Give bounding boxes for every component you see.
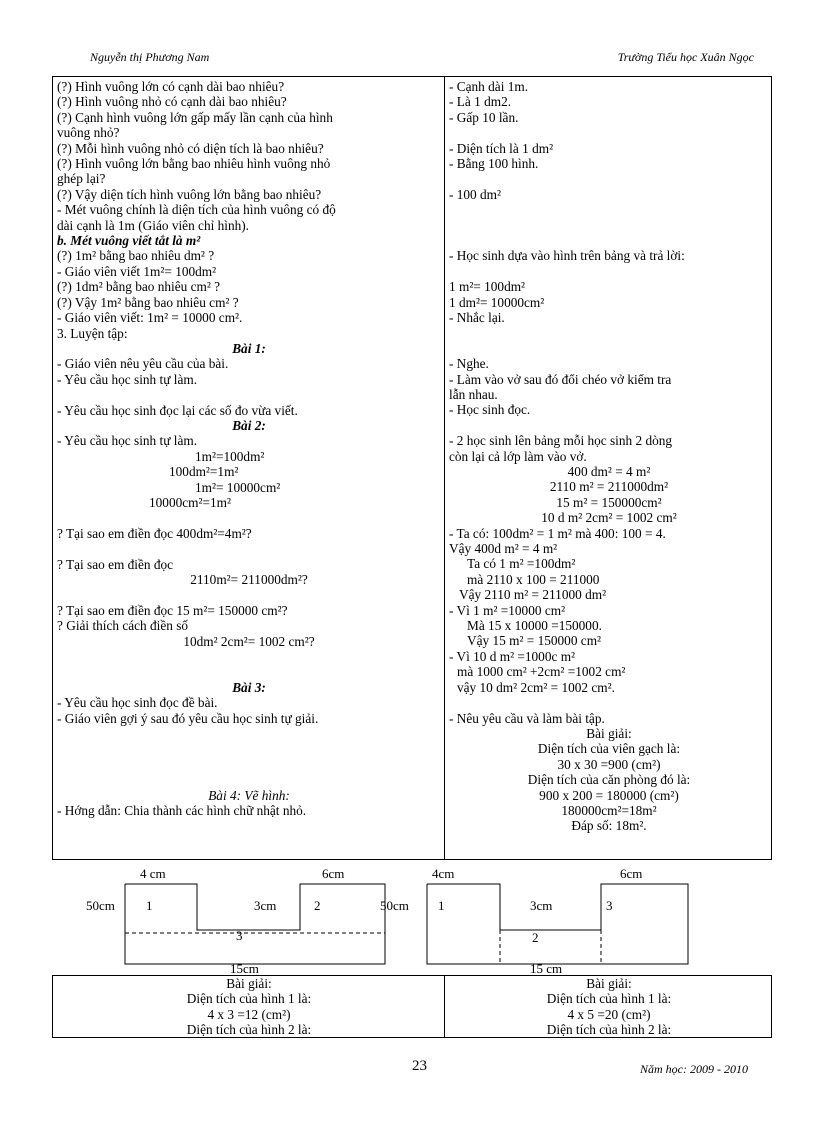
text-line: 10000cm²=1m² bbox=[149, 494, 231, 510]
text-line bbox=[449, 695, 769, 710]
fig-left-top-b: 6cm bbox=[322, 866, 345, 881]
text-line: 2110 m² = 211000dm² bbox=[549, 479, 669, 495]
text-line: Đáp số: 18m². bbox=[571, 818, 647, 834]
fig-right-n1: 1 bbox=[438, 898, 445, 913]
fig-left-side: 50cm bbox=[86, 898, 115, 913]
text-line bbox=[449, 233, 769, 248]
text-line: b. Mét vuông viết tắt là m² bbox=[57, 233, 201, 249]
text-line: lẫn nhau. bbox=[449, 387, 498, 402]
text-line: (?) Vậy 1m² bằng bao nhiêu cm² ? bbox=[57, 294, 239, 310]
text-line: 1m²=100dm² bbox=[195, 448, 265, 464]
text-line: - Học sinh đọc. bbox=[449, 402, 531, 418]
header-school: Trường Tiểu học Xuân Ngọc bbox=[617, 50, 754, 64]
footer-year: Năm học: 2009 - 2010 bbox=[640, 1062, 748, 1076]
text-line: - Là 1 dm2. bbox=[449, 94, 512, 110]
text-line: (?) Cạnh hình vuông lớn gấp mấy lần cạnh của hình bbox=[57, 109, 333, 125]
page-number: 23 bbox=[412, 1058, 427, 1074]
text-line: ghép lại? bbox=[57, 171, 106, 187]
fig-left-n1: 1 bbox=[146, 898, 153, 913]
text-line: vậy 10 dm² 2cm² = 1002 cm². bbox=[457, 679, 615, 695]
fig-left-n3: 3 bbox=[236, 928, 243, 943]
text-line: - Vì 1 m² =10000 cm² bbox=[449, 602, 566, 618]
text-line: 30 x 30 =900 (cm²) bbox=[557, 756, 661, 772]
text-line: - Yêu cầu học sinh tự làm. bbox=[57, 371, 198, 387]
text-line: Diện tích của hình 2 là: bbox=[186, 1022, 312, 1038]
text-line bbox=[57, 587, 441, 602]
text-line: 10 d m² 2cm² = 1002 cm² bbox=[541, 510, 677, 526]
text-line: (?) Hình vuông lớn bằng bao nhiêu hình vuông nhỏ bbox=[57, 156, 331, 172]
text-line bbox=[57, 541, 441, 556]
text-line: ? Tại sao em điền đọc bbox=[57, 556, 174, 572]
text-line: (?) Mỗi hình vuông nhỏ có diện tích là bao nhiêu? bbox=[57, 140, 324, 156]
text-line: mà 2110 x 100 = 211000 bbox=[467, 571, 600, 587]
text-line: Bài 4: Vẽ hình: bbox=[208, 787, 290, 803]
text-line: Bài 2: bbox=[232, 417, 266, 433]
text-line: 4 x 3 =12 (cm²) bbox=[207, 1006, 291, 1022]
text-line bbox=[449, 202, 769, 217]
text-line: - Giáo viên viết 1m²= 100dm² bbox=[57, 263, 217, 279]
text-line: - Bằng 100 hình. bbox=[449, 156, 539, 172]
text-line: - Làm vào vở sau đó đổi chéo vở kiểm tra bbox=[449, 371, 672, 387]
text-line: - Hớng dẫn: Chia thành các hình chữ nhật nhỏ. bbox=[57, 802, 307, 818]
fig-right-bottom: 15 cm bbox=[530, 961, 563, 976]
fig-left-top-a: 4 cm bbox=[140, 866, 166, 881]
text-line: - Cạnh dài 1m. bbox=[449, 79, 529, 94]
text-line bbox=[57, 664, 441, 679]
column-divider bbox=[444, 976, 445, 1037]
text-line: Diện tích của hình 1 là: bbox=[186, 991, 312, 1007]
text-line bbox=[449, 125, 769, 140]
text-line: 2110m²= 211000dm²? bbox=[190, 571, 308, 587]
text-line: - Ta có: 100dm² = 1 m² mà 400: 100 = 4. bbox=[449, 525, 666, 541]
text-line bbox=[449, 264, 769, 279]
area-figures bbox=[52, 860, 772, 975]
text-line: - Nghe. bbox=[449, 356, 489, 372]
text-line: Diện tích của căn phòng đó là: bbox=[527, 772, 691, 788]
text-line: - Diện tích là 1 dm² bbox=[449, 140, 554, 156]
text-line bbox=[449, 341, 769, 356]
teacher-column bbox=[57, 79, 441, 818]
text-line bbox=[57, 726, 441, 741]
text-line: 1 m²= 100dm² bbox=[449, 279, 526, 295]
text-line: Vậy 400d m² = 4 m² bbox=[449, 541, 558, 557]
text-line bbox=[449, 218, 769, 233]
text-line bbox=[57, 772, 441, 787]
text-line: - Nhắc lại. bbox=[449, 310, 505, 325]
fig-right-mid: 3cm bbox=[530, 898, 553, 913]
text-line: - Yêu cầu học sinh đọc đề bài. bbox=[57, 695, 218, 711]
text-line: 4 x 5 =20 (cm²) bbox=[567, 1006, 651, 1022]
text-line: 3. Luyện tập: bbox=[57, 325, 128, 341]
text-line: vuông nhỏ? bbox=[57, 125, 120, 141]
fig-right-top-a: 4cm bbox=[432, 866, 455, 881]
fig-right-n3: 3 bbox=[606, 898, 613, 913]
text-line bbox=[449, 418, 769, 433]
text-line: 1 dm²= 10000cm² bbox=[449, 294, 545, 310]
fig-right-side: 50cm bbox=[380, 898, 409, 913]
text-line: mà 1000 cm² +2cm² =1002 cm² bbox=[457, 664, 626, 680]
fig-left-bottom: 15cm bbox=[230, 961, 259, 976]
fig-left-n2: 2 bbox=[314, 898, 321, 913]
text-line: 15 m² = 150000cm² bbox=[556, 494, 662, 510]
text-line: Ta có 1 m² =100dm² bbox=[467, 556, 576, 572]
text-line: 900 x 200 = 180000 (cm²) bbox=[539, 787, 679, 803]
text-line: - 100 dm² bbox=[449, 186, 501, 202]
text-line: 400 dm² = 4 m² bbox=[567, 464, 651, 480]
text-line bbox=[57, 757, 441, 772]
solution-table bbox=[52, 975, 772, 1038]
solution-right bbox=[449, 976, 769, 1038]
text-line: (?) 1m² bằng bao nhiêu dm² ? bbox=[57, 248, 215, 264]
text-line: - Mét vuông chính là diện tích của hình vuông có độ bbox=[57, 202, 336, 218]
text-line: Bài 1: bbox=[232, 340, 266, 356]
text-line: Vậy 15 m² = 150000 cm² bbox=[467, 633, 602, 649]
text-line: 1m²= 10000cm² bbox=[195, 479, 281, 495]
text-line: Bài 3: bbox=[232, 679, 266, 695]
text-line: còn lại cả lớp làm vào vở. bbox=[449, 448, 587, 464]
text-line: Bài giải: bbox=[586, 725, 632, 741]
text-line bbox=[449, 171, 769, 186]
text-line: 180000cm²=18m² bbox=[561, 802, 657, 818]
text-line: - Yêu cầu học sinh tự làm. bbox=[57, 433, 198, 449]
text-line: (?) 1dm² bằng bao nhiêu cm² ? bbox=[57, 279, 221, 295]
text-line bbox=[57, 741, 441, 756]
text-line: Diện tích của hình 2 là: bbox=[546, 1022, 672, 1038]
fig-shapes bbox=[52, 860, 772, 975]
text-line: Diện tích của viên gạch là: bbox=[537, 741, 681, 757]
text-line bbox=[449, 325, 769, 340]
solution-left bbox=[57, 976, 441, 1038]
text-line: ? Giải thích cách điền số bbox=[57, 618, 189, 634]
text-line: Mà 15 x 10000 =150000. bbox=[467, 618, 602, 634]
lesson-table bbox=[52, 76, 772, 860]
text-line: Bài giải: bbox=[226, 976, 272, 991]
text-line: ? Tại sao em điền đọc 15 m²= 150000 cm²? bbox=[57, 602, 288, 618]
text-line: Diện tích của hình 1 là: bbox=[546, 991, 672, 1007]
text-line: - Yêu cầu học sinh đọc lại các số đo vừa viết. bbox=[57, 402, 298, 418]
header-author: Nguyễn thị Phương Nam bbox=[90, 50, 210, 64]
text-line: - Giáo viên nêu yêu cầu của bài. bbox=[57, 356, 229, 372]
text-line: - Giáo viên gợi ý sau đó yêu cầu học sinh tự giải. bbox=[57, 710, 319, 726]
fig-right-top-b: 6cm bbox=[620, 866, 643, 881]
student-column bbox=[449, 79, 769, 834]
text-line bbox=[57, 510, 441, 525]
text-line: - 2 học sinh lên bảng mỗi học sinh 2 dòng bbox=[449, 433, 673, 449]
text-line: - Gấp 10 lần. bbox=[449, 109, 519, 125]
text-line: 100dm²=1m² bbox=[169, 464, 239, 480]
text-line: - Vì 10 d m² =1000c m² bbox=[449, 648, 576, 664]
text-line: 10dm² 2cm²= 1002 cm²? bbox=[183, 633, 315, 649]
text-line: - Giáo viên viết: 1m² = 10000 cm². bbox=[57, 310, 243, 326]
text-line bbox=[57, 387, 441, 402]
text-line: dài cạnh là 1m (Giáo viên chỉ hình). bbox=[57, 217, 250, 233]
column-divider bbox=[444, 77, 445, 859]
text-line: (?) Vậy diện tích hình vuông lớn bằng bao nhiêu? bbox=[57, 186, 322, 202]
text-line: - Học sinh dựa vào hình trên bảng và trả lời: bbox=[449, 248, 685, 264]
fig-right-n2: 2 bbox=[532, 930, 539, 945]
text-line: - Nêu yêu cầu và làm bài tập. bbox=[449, 710, 605, 726]
text-line: Vậy 2110 m² = 211000 dm² bbox=[459, 587, 607, 603]
fig-left-mid: 3cm bbox=[254, 898, 277, 913]
text-line: Bài giải: bbox=[586, 976, 632, 991]
text-line bbox=[57, 649, 441, 664]
text-line: ? Tại sao em điền đọc 400dm²=4m²? bbox=[57, 525, 252, 541]
text-line: (?) Hình vuông lớn có cạnh dài bao nhiêu? bbox=[57, 79, 285, 94]
text-line: (?) Hình vuông nhỏ có cạnh dài bao nhiêu? bbox=[57, 94, 287, 110]
